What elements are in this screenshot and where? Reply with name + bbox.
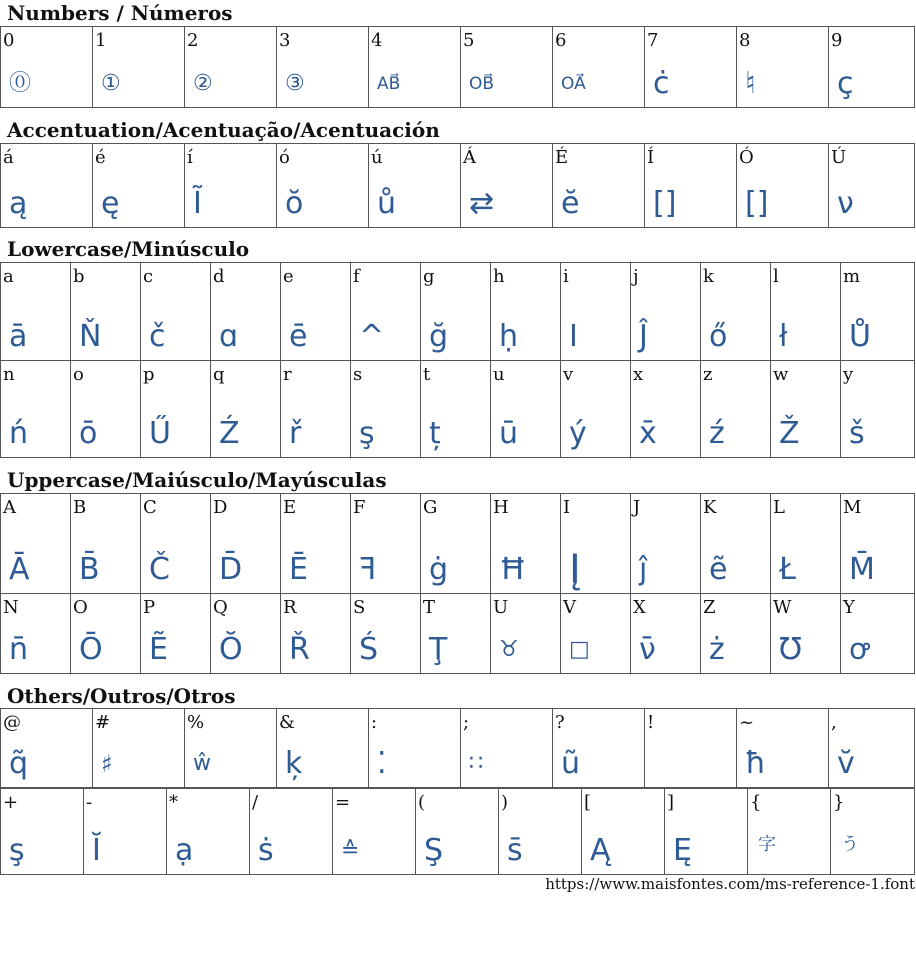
glyph-cell	[561, 494, 631, 594]
glyph-cell	[281, 494, 351, 594]
cell-label: á	[3, 147, 14, 168]
glyph: Ą	[590, 833, 611, 868]
cell-label: h	[493, 266, 505, 287]
circled-zero-glyph: ⓪	[9, 71, 32, 96]
cell-label: F	[353, 497, 366, 518]
glyph-cell	[665, 789, 748, 875]
cell-label: é	[95, 147, 106, 168]
glyph: ğ	[429, 319, 449, 354]
circled-three-glyph: ③	[285, 71, 305, 96]
glyph: Ē	[289, 552, 308, 587]
glyph-cell	[553, 709, 645, 788]
circled-two-glyph: ②	[193, 71, 213, 96]
circled-one-glyph: ①	[101, 71, 121, 96]
cell-label: 8	[739, 30, 751, 51]
glyph: ł	[779, 319, 788, 354]
glyph: Ĵ	[639, 319, 648, 354]
glyph-cell	[461, 709, 553, 788]
cell-label: t	[423, 364, 431, 385]
glyph-cell	[582, 789, 665, 875]
cell-label: D	[213, 497, 228, 518]
glyph: Ś	[359, 632, 379, 667]
cell-label: v	[563, 364, 574, 385]
cell-label: e	[283, 266, 294, 287]
glyph: Ł	[779, 552, 796, 587]
cell-label: @	[3, 712, 21, 733]
cjk-glyph: 字	[758, 834, 776, 855]
natural-sign-glyph: ♮	[745, 66, 756, 101]
glyph: Ĩ	[193, 186, 202, 221]
glyph: Č	[149, 552, 170, 587]
c-dot-glyph: ċ	[653, 66, 670, 101]
glyph-cell	[645, 709, 737, 788]
glyph: ṡ	[258, 833, 274, 868]
cell-label: ú	[371, 147, 383, 168]
cell-label: U	[493, 597, 509, 618]
cell-label: í	[187, 147, 193, 168]
glyph-cell	[561, 361, 631, 458]
glyph-cell	[1, 263, 71, 361]
taurus-glyph: ♉	[499, 637, 519, 662]
glyph: Ħ	[499, 552, 527, 587]
glyph-cell	[748, 789, 831, 875]
glyph: Ę	[673, 833, 692, 868]
cell-label: Á	[463, 147, 476, 168]
glyph-cell	[701, 594, 771, 674]
glyph-cell	[141, 263, 211, 361]
uppercase-section-title: Uppercase/Maiúsculo/Mayúsculas	[7, 468, 387, 492]
cell-label: 0	[3, 30, 15, 51]
cell-label: =	[335, 792, 351, 813]
glyph-cell	[701, 361, 771, 458]
glyph-cell	[829, 709, 915, 788]
cell-label: E	[283, 497, 297, 518]
glyph: ő	[709, 319, 728, 354]
cell-label: B	[73, 497, 87, 518]
cell-label: T	[423, 597, 436, 618]
glyph-cell-4	[369, 27, 461, 108]
glyph-cell	[771, 494, 841, 594]
cell-label: K	[703, 497, 717, 518]
glyph: M̄	[849, 552, 875, 587]
glyph-cell	[631, 594, 701, 674]
glyph-cell	[645, 144, 737, 228]
cell-label: 1	[95, 30, 107, 51]
glyph: v̆	[837, 746, 855, 781]
two-dot-glyph: ⁚	[377, 746, 387, 781]
glyph: ę	[101, 186, 120, 221]
cell-label: &	[279, 712, 296, 733]
glyph: ź	[709, 416, 725, 451]
cell-label: x	[633, 364, 644, 385]
cell-label: 9	[831, 30, 843, 51]
glyph: ŏ	[285, 186, 304, 221]
cell-label: n	[3, 364, 15, 385]
glyph: ķ	[285, 746, 303, 781]
glyph: Ű	[149, 416, 171, 451]
glyph-cell	[1, 494, 71, 594]
glyph: n̄	[9, 632, 29, 667]
glyph-cell-2	[185, 27, 277, 108]
missing-glyph-box: []	[745, 186, 769, 221]
glyph-cell	[71, 494, 141, 594]
glyph: Ō	[79, 632, 103, 667]
cell-label: j	[633, 266, 639, 287]
glyph-cell	[211, 361, 281, 458]
glyph-cell	[71, 263, 141, 361]
cell-label: Í	[647, 147, 655, 168]
cell-label: I	[563, 497, 571, 518]
glyph: ř	[289, 416, 302, 451]
glyph-cell	[831, 789, 915, 875]
glyph-cell	[1, 789, 84, 875]
cell-label: q	[213, 364, 225, 385]
glyph-cell	[185, 144, 277, 228]
table-row	[1, 144, 915, 228]
glyph-cell	[351, 361, 421, 458]
glyph: ō	[79, 416, 98, 451]
glyph-cell	[277, 144, 369, 228]
cell-label: z	[703, 364, 713, 385]
glyph-cell	[369, 144, 461, 228]
glyph: Ž	[779, 416, 800, 451]
cell-label: H	[493, 497, 509, 518]
glyph: ɑ	[219, 319, 239, 354]
cell-label: 4	[371, 30, 383, 51]
glyph: x̄	[639, 416, 657, 451]
glyph: Ň	[79, 319, 102, 354]
glyph-cell	[369, 709, 461, 788]
cell-label: :	[371, 712, 378, 733]
glyph-cell	[561, 594, 631, 674]
cell-label: y	[843, 364, 854, 385]
glyph-cell-9	[829, 27, 915, 108]
glyph: Ŏ	[219, 632, 243, 667]
missing-glyph-box: []	[653, 186, 677, 221]
glyph-cell	[277, 709, 369, 788]
cell-label: S	[353, 597, 366, 618]
cell-label: X	[633, 597, 646, 618]
glyph-cell	[141, 361, 211, 458]
glyph-cell	[141, 494, 211, 594]
cell-label: !	[647, 712, 655, 733]
cell-label: W	[773, 597, 792, 618]
cell-label: (	[418, 792, 426, 813]
glyph-cell	[281, 361, 351, 458]
glyph-cell	[1, 594, 71, 674]
glyph: ḥ	[499, 319, 519, 354]
glyph-cell	[841, 263, 915, 361]
glyph: q̃	[9, 746, 29, 781]
empty-square-glyph: □	[569, 637, 590, 662]
cell-label: {	[750, 792, 762, 813]
glyph-cell	[93, 144, 185, 228]
numbers-section-title: Numbers / Números	[7, 1, 233, 25]
cell-label: a	[3, 266, 14, 287]
glyph: č	[149, 319, 166, 354]
vector-oa-glyph: OA⃗	[561, 74, 586, 94]
glyph-cell	[841, 361, 915, 458]
cell-label: o	[73, 364, 84, 385]
glyph: Ş	[424, 833, 444, 868]
others-grid-row-2	[0, 788, 915, 875]
cell-label: +	[3, 792, 19, 813]
glyph-cell	[737, 709, 829, 788]
cell-label: d	[213, 266, 225, 287]
glyph: ē	[289, 319, 308, 354]
glyph: ĕ	[561, 186, 580, 221]
glyph-cell	[491, 594, 561, 674]
glyph: s̄	[507, 833, 523, 868]
cell-label: G	[423, 497, 438, 518]
cell-label: -	[86, 792, 93, 813]
glyph-cell	[351, 594, 421, 674]
glyph-cell	[185, 709, 277, 788]
accents-section-title: Accentuation/Acentuação/Acentuación	[7, 118, 440, 142]
glyph-cell	[93, 709, 185, 788]
cell-label: ]	[667, 792, 675, 813]
cell-label: Y	[843, 597, 855, 618]
glyph-cell	[841, 594, 915, 674]
cell-label: Z	[703, 597, 716, 618]
numbers-grid	[0, 26, 915, 108]
table-row	[1, 27, 915, 108]
glyph-cell	[211, 594, 281, 674]
cell-label: 3	[279, 30, 291, 51]
cell-label: V	[563, 597, 576, 618]
glyph-cell	[771, 361, 841, 458]
glyph-cell	[351, 494, 421, 594]
glyph-cell	[211, 263, 281, 361]
glyph: I	[569, 319, 578, 354]
glyph: Ĭ	[92, 833, 101, 868]
glyph-cell	[461, 144, 553, 228]
cell-label: }	[833, 792, 845, 813]
cell-label: [	[584, 792, 592, 813]
glyph: Ẽ	[149, 632, 168, 667]
glyph-cell-1	[93, 27, 185, 108]
glyph-cell	[561, 263, 631, 361]
glyph-cell	[71, 594, 141, 674]
glyph-cell	[421, 594, 491, 674]
estimates-glyph: ≙	[341, 838, 360, 863]
cell-label: ~	[739, 712, 755, 733]
cell-label: %	[187, 712, 205, 733]
table-row	[1, 494, 915, 594]
glyph-cell	[631, 263, 701, 361]
glyph: ż	[709, 632, 725, 667]
glyph-cell	[333, 789, 416, 875]
glyph: ů	[377, 186, 397, 221]
table-row	[1, 709, 915, 788]
cell-label: M	[843, 497, 862, 518]
glyph-cell-7	[645, 27, 737, 108]
glyph: Ʊ	[779, 632, 802, 667]
glyph-cell	[771, 263, 841, 361]
glyph-cell	[771, 594, 841, 674]
cell-label: 5	[463, 30, 475, 51]
glyph: ş	[359, 416, 375, 451]
glyph: ạ	[175, 833, 194, 868]
cell-label: A	[3, 497, 16, 518]
cell-label: J	[633, 497, 641, 518]
cell-label: P	[143, 597, 156, 618]
glyph-cell	[84, 789, 167, 875]
glyph: ā	[9, 319, 28, 354]
glyph: ą	[9, 186, 28, 221]
cell-label: #	[95, 712, 111, 733]
glyph-cell	[701, 494, 771, 594]
cell-label: ?	[555, 712, 565, 733]
glyph: Ţ	[429, 632, 448, 667]
lowercase-section-title: Lowercase/Minúsculo	[7, 237, 250, 261]
glyph-cell	[737, 144, 829, 228]
glyph-cell-5	[461, 27, 553, 108]
cell-label: Ú	[831, 147, 847, 168]
vector-ob-glyph: OB⃗	[469, 74, 495, 94]
table-row	[1, 789, 915, 875]
cell-label: 6	[555, 30, 567, 51]
glyph: D̄	[219, 552, 243, 587]
glyph-cell	[250, 789, 333, 875]
glyph: ġ	[429, 552, 449, 587]
glyph: ν	[837, 186, 854, 221]
others-section-title: Others/Outros/Otros	[7, 684, 236, 708]
cell-label: ,	[831, 712, 837, 733]
cell-label: É	[555, 147, 569, 168]
accents-grid	[0, 143, 915, 228]
cell-label: b	[73, 266, 85, 287]
glyph: Ů	[849, 319, 871, 354]
glyph-cell	[71, 361, 141, 458]
caret-glyph: ^	[359, 319, 385, 354]
glyph-cell	[421, 494, 491, 594]
source-url[interactable]: https://www.maisfontes.com/ms-reference-1.font	[545, 875, 915, 893]
glyph-cell	[167, 789, 250, 875]
glyph-cell	[491, 263, 561, 361]
glyph: ĵ	[639, 552, 648, 587]
four-dot-glyph: ∷	[469, 751, 483, 776]
glyph: ŵ	[193, 751, 211, 776]
glyph-cell	[701, 263, 771, 361]
glyph-cell-0	[1, 27, 93, 108]
cell-label: 2	[187, 30, 199, 51]
glyph-cell	[416, 789, 499, 875]
cell-label: f	[353, 266, 360, 287]
glyph-cell	[421, 361, 491, 458]
glyph-cell	[841, 494, 915, 594]
cell-label: *	[169, 792, 178, 813]
glyph-cell	[491, 361, 561, 458]
glyph: ν̄	[639, 632, 656, 667]
cell-label: c	[143, 266, 154, 287]
glyph: ꟻ	[359, 552, 377, 587]
glyph-cell	[1, 361, 71, 458]
glyph-cell	[1, 709, 93, 788]
glyph-cell	[499, 789, 582, 875]
cell-label: Q	[213, 597, 228, 618]
glyph-cell	[631, 494, 701, 594]
cell-label: /	[252, 792, 259, 813]
glyph: ꝍ	[849, 632, 870, 667]
table-row	[1, 594, 915, 674]
sharp-sign-glyph: ♯	[101, 750, 113, 778]
cell-label: 7	[647, 30, 659, 51]
cell-label: w	[773, 364, 789, 385]
glyph-cell-6	[553, 27, 645, 108]
cell-label: L	[773, 497, 785, 518]
hiragana-glyph: う	[841, 834, 859, 855]
uppercase-grid	[0, 493, 915, 674]
glyph: ħ	[745, 746, 766, 781]
vector-ab-glyph: AB⃗	[377, 74, 401, 94]
cell-label: p	[143, 364, 155, 385]
cell-label: O	[73, 597, 88, 618]
glyph-cell	[281, 263, 351, 361]
glyph: Ā	[9, 552, 30, 587]
glyph-cell	[829, 144, 915, 228]
cell-label: i	[563, 266, 569, 287]
glyph: ū	[499, 416, 519, 451]
cell-label: u	[493, 364, 505, 385]
cell-label: Ó	[739, 147, 754, 168]
cell-label: k	[703, 266, 714, 287]
table-row	[1, 361, 915, 458]
glyph-cell	[421, 263, 491, 361]
cell-label: g	[423, 266, 435, 287]
others-grid-row-1	[0, 708, 915, 788]
cell-label: R	[283, 597, 297, 618]
glyph-cell-3	[277, 27, 369, 108]
glyph-cell	[351, 263, 421, 361]
glyph: š	[849, 416, 865, 451]
glyph: ń	[9, 416, 29, 451]
glyph: ũ	[561, 746, 581, 781]
c-cedilla-glyph: ç	[837, 66, 854, 101]
glyph: Į	[569, 547, 581, 593]
cell-label: C	[143, 497, 157, 518]
glyph: ş	[9, 833, 25, 868]
glyph-cell	[211, 494, 281, 594]
glyph-cell	[281, 594, 351, 674]
glyph-cell	[553, 144, 645, 228]
glyph-cell-8	[737, 27, 829, 108]
glyph-cell	[491, 494, 561, 594]
table-row	[1, 263, 915, 361]
glyph: ý	[569, 416, 587, 451]
cell-label: ;	[463, 712, 470, 733]
glyph-cell	[1, 144, 93, 228]
arrows-glyph: ⇄	[469, 186, 495, 221]
cell-label: N	[3, 597, 19, 618]
cell-label: s	[353, 364, 363, 385]
glyph: B̄	[79, 552, 100, 587]
lowercase-grid	[0, 262, 915, 458]
cell-label: ó	[279, 147, 290, 168]
glyph: ẽ	[709, 552, 728, 587]
cell-label: r	[283, 364, 292, 385]
cell-label: m	[843, 266, 861, 287]
cell-label: )	[501, 792, 509, 813]
glyph: Ř	[289, 632, 310, 667]
cell-label: l	[773, 266, 779, 287]
glyph-cell	[631, 361, 701, 458]
glyph: Ź	[219, 416, 240, 451]
glyph-cell	[141, 594, 211, 674]
glyph: ț	[429, 416, 441, 451]
